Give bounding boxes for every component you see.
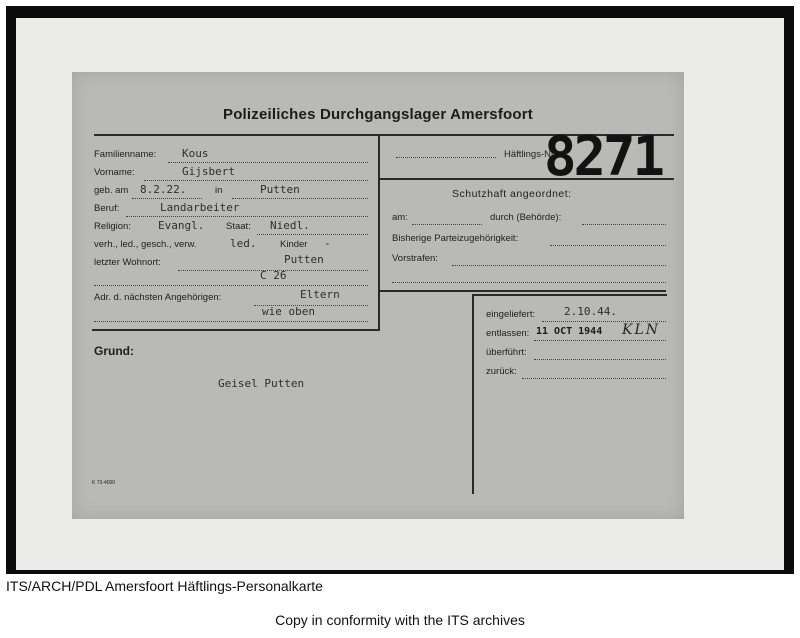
right-box-bottom-rule — [380, 290, 666, 292]
geb-value: 8.2.22. — [140, 183, 187, 196]
grund-label: Grund: — [94, 344, 134, 358]
number-line — [396, 157, 496, 158]
familienname-value: Kous — [182, 147, 209, 160]
entlassen-handwritten-note: KLN — [622, 322, 661, 338]
familienname-label: Familienname: — [94, 149, 157, 160]
zurueck-line — [522, 378, 666, 379]
vorname-value: Gijsbert — [182, 165, 235, 178]
adr-value: Eltern — [300, 288, 340, 301]
ueberfuehrt-label: überführt: — [486, 347, 527, 358]
schutzhaft-label: Schutzhaft angeordnet: — [452, 188, 572, 200]
left-box-bottom-rule — [92, 329, 380, 331]
registration-card — [72, 72, 684, 519]
in-value: Putten — [260, 183, 300, 196]
durch-label: durch (Behörde): — [490, 212, 562, 223]
kinder-value: - — [324, 237, 331, 250]
geb-label: geb. am — [94, 185, 129, 196]
in-line — [232, 198, 368, 199]
am-label: am: — [392, 212, 408, 223]
verh-label: verh., led., gesch., verw. — [94, 239, 197, 250]
wohnort-line-2 — [94, 285, 368, 286]
transfer-box-top-rule — [472, 294, 667, 296]
vorname-label: Vorname: — [94, 167, 135, 178]
form-code: K 73-4000 — [92, 480, 116, 486]
wohnort-label: letzter Wohnort: — [94, 257, 161, 268]
entlassen-date-stamp: 11 OCT 1944 — [536, 326, 603, 337]
adr-line-2 — [94, 321, 368, 322]
adr-label: Adr. d. nächsten Angehörigen: — [94, 292, 222, 303]
vorstrafen-line-2 — [392, 282, 666, 283]
left-box-right-rule — [378, 134, 380, 331]
eingeliefert-value: 2.10.44. — [564, 305, 617, 318]
religion-value: Evangl. — [158, 219, 205, 232]
card-title: Polizeiliches Durchgangslager Amersfoort — [222, 106, 534, 123]
eingeliefert-label: eingeliefert: — [486, 309, 536, 320]
vorstrafen-label: Vorstrafen: — [392, 253, 438, 264]
entlassen-line — [534, 340, 666, 341]
wohnort-value-2: C 26 — [260, 269, 287, 282]
ueberfuehrt-line — [534, 359, 666, 360]
religion-label: Religion: — [94, 221, 131, 232]
verh-value: led. — [230, 237, 257, 250]
kinder-label: Kinder — [280, 239, 308, 250]
prisoner-number-label: Häftlings-Nr — [504, 149, 555, 160]
staat-value: Niedl. — [270, 219, 310, 232]
caption-archive-reference: ITS/ARCH/PDL Amersfoort Häftlings-Personalkarte — [6, 578, 323, 594]
transfer-box-left-rule — [472, 294, 474, 494]
durch-line — [582, 224, 666, 225]
am-line — [412, 224, 482, 225]
familienname-line — [168, 162, 368, 163]
beruf-label: Beruf: — [94, 203, 120, 214]
grund-value: Geisel Putten — [218, 377, 305, 390]
vorstrafen-line — [452, 265, 666, 266]
beruf-line — [126, 216, 368, 217]
adr-value-2: wie oben — [262, 305, 315, 318]
geb-line — [132, 198, 202, 199]
staat-label: Staat: — [226, 221, 251, 232]
beruf-value: Landarbeiter — [160, 201, 240, 214]
partei-line — [550, 245, 666, 246]
prisoner-number: 8271 — [544, 125, 663, 188]
in-label: in — [215, 185, 223, 196]
partei-label: Bisherige Parteizugehörigkeit: — [392, 233, 519, 244]
caption-copy-notice: Copy in conformity with the ITS archives — [275, 612, 525, 628]
zurueck-label: zurück: — [486, 366, 517, 377]
entlassen-label: entlassen: — [486, 328, 530, 339]
staat-line — [257, 234, 368, 235]
vorname-line — [144, 180, 368, 181]
wohnort-value: Putten — [284, 253, 324, 266]
